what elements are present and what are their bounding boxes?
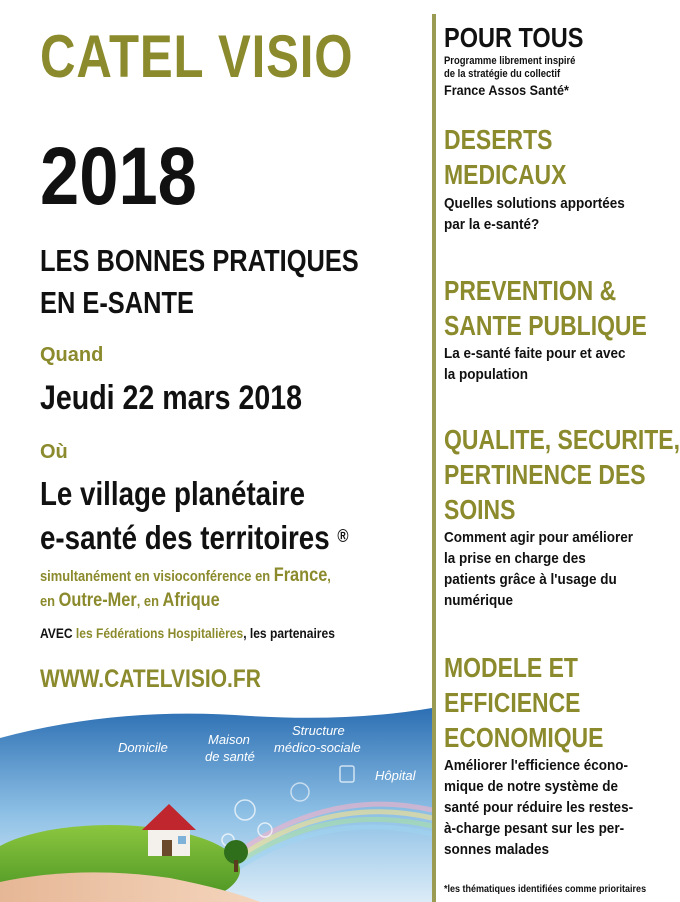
text-line: la prise en charge des <box>444 550 586 567</box>
simul-france: France <box>273 565 328 586</box>
subtitle-line-1: LES BONNES PRATIQUES <box>40 243 359 278</box>
pour-tous-asso: France Assos Santé* <box>444 82 569 98</box>
simul-part-1: simultanément en visioconférence en <box>40 568 274 585</box>
pour-tous-heading: POUR TOUS <box>444 22 584 53</box>
heading-line: EFFICIENCE <box>444 687 581 718</box>
section-heading-deserts <box>444 122 566 192</box>
avec-federations: les Fédérations Hospitalières <box>75 625 244 641</box>
heading-line: MODELE ET <box>444 652 578 683</box>
heading-line: QUALITE, SECURITE, <box>444 424 680 455</box>
label-structure-1: Structure <box>292 723 345 738</box>
when-value: Jeudi 22 mars 2018 <box>40 379 302 417</box>
footnote: *les thématiques identifiées comme prioritaires <box>444 884 647 895</box>
heading-line: PREVENTION & <box>444 275 617 306</box>
where-line-2: e-santé des territoires <box>40 519 330 556</box>
simul-part-2: en <box>40 593 59 610</box>
subtitle-line-2: EN E-SANTE <box>40 285 194 320</box>
text-line: santé pour réduire les restes- <box>444 799 634 816</box>
text-line: à-charge pesant sur les per- <box>444 820 625 837</box>
section-text-deserts <box>444 193 625 235</box>
section-text-modele <box>444 755 633 860</box>
avec-suffix: , les partenaires <box>243 625 335 641</box>
where-line-1: Le village planétaire <box>40 475 305 512</box>
text-line: numérique <box>444 592 514 609</box>
text-line: Comment agir pour améliorer <box>444 529 634 546</box>
when-label: Quand <box>40 344 104 366</box>
label-hopital: Hôpital <box>375 768 416 783</box>
pour-sub-line-2: de la stratégie du collectif <box>444 68 561 80</box>
text-line: sonnes malades <box>444 841 550 858</box>
event-year: 2018 <box>40 131 197 222</box>
avec-prefix: AVEC <box>40 625 76 641</box>
simul-part-3: , en <box>136 593 163 610</box>
text-line: Quelles solutions apportées <box>444 195 625 212</box>
heading-line: PERTINENCE DES <box>444 459 646 490</box>
section-heading-prevention <box>444 273 647 343</box>
section-text-prevention <box>444 343 626 385</box>
event-title: CATEL VISIO <box>40 23 354 90</box>
label-maison-1: Maison <box>208 732 250 747</box>
partners-line <box>40 625 335 641</box>
simul-outremer: Outre-Mer <box>58 590 137 611</box>
text-line: Améliorer l'efficience écono- <box>444 757 629 774</box>
heading-line: MEDICAUX <box>444 159 567 190</box>
event-subtitle <box>40 240 359 324</box>
text-line: par la e-santé? <box>444 216 540 233</box>
where-value <box>40 472 348 560</box>
right-column <box>444 0 680 902</box>
column-divider <box>432 14 436 902</box>
section-text-qualite <box>444 527 633 611</box>
label-structure-2: médico-sociale <box>274 740 361 755</box>
e-health-illustration <box>0 700 432 902</box>
heading-line: SANTE PUBLIQUE <box>444 310 647 341</box>
text-line: patients grâce à l'usage du <box>444 571 617 588</box>
section-heading-qualite <box>444 422 680 527</box>
text-line: la population <box>444 366 528 383</box>
heading-line: ECONOMIQUE <box>444 722 604 753</box>
heading-line: DESERTS <box>444 124 553 155</box>
registered-mark: ® <box>337 526 349 546</box>
section-heading-modele <box>444 650 603 755</box>
pour-sub-line-1: Programme librement inspiré <box>444 55 576 67</box>
website-link[interactable]: WWW.CATELVISIO.FR <box>40 665 261 693</box>
simultaneous-text <box>40 564 331 614</box>
label-maison-2: de santé <box>205 749 255 764</box>
text-line: mique de notre système de <box>444 778 619 795</box>
label-domicile: Domicile <box>118 740 168 755</box>
heading-line: SOINS <box>444 494 516 525</box>
pour-tous-subtext <box>444 55 575 81</box>
simul-afrique: Afrique <box>162 590 220 611</box>
text-line: La e-santé faite pour et avec <box>444 345 626 362</box>
where-label: Où <box>40 441 68 463</box>
simul-comma: , <box>327 568 331 585</box>
